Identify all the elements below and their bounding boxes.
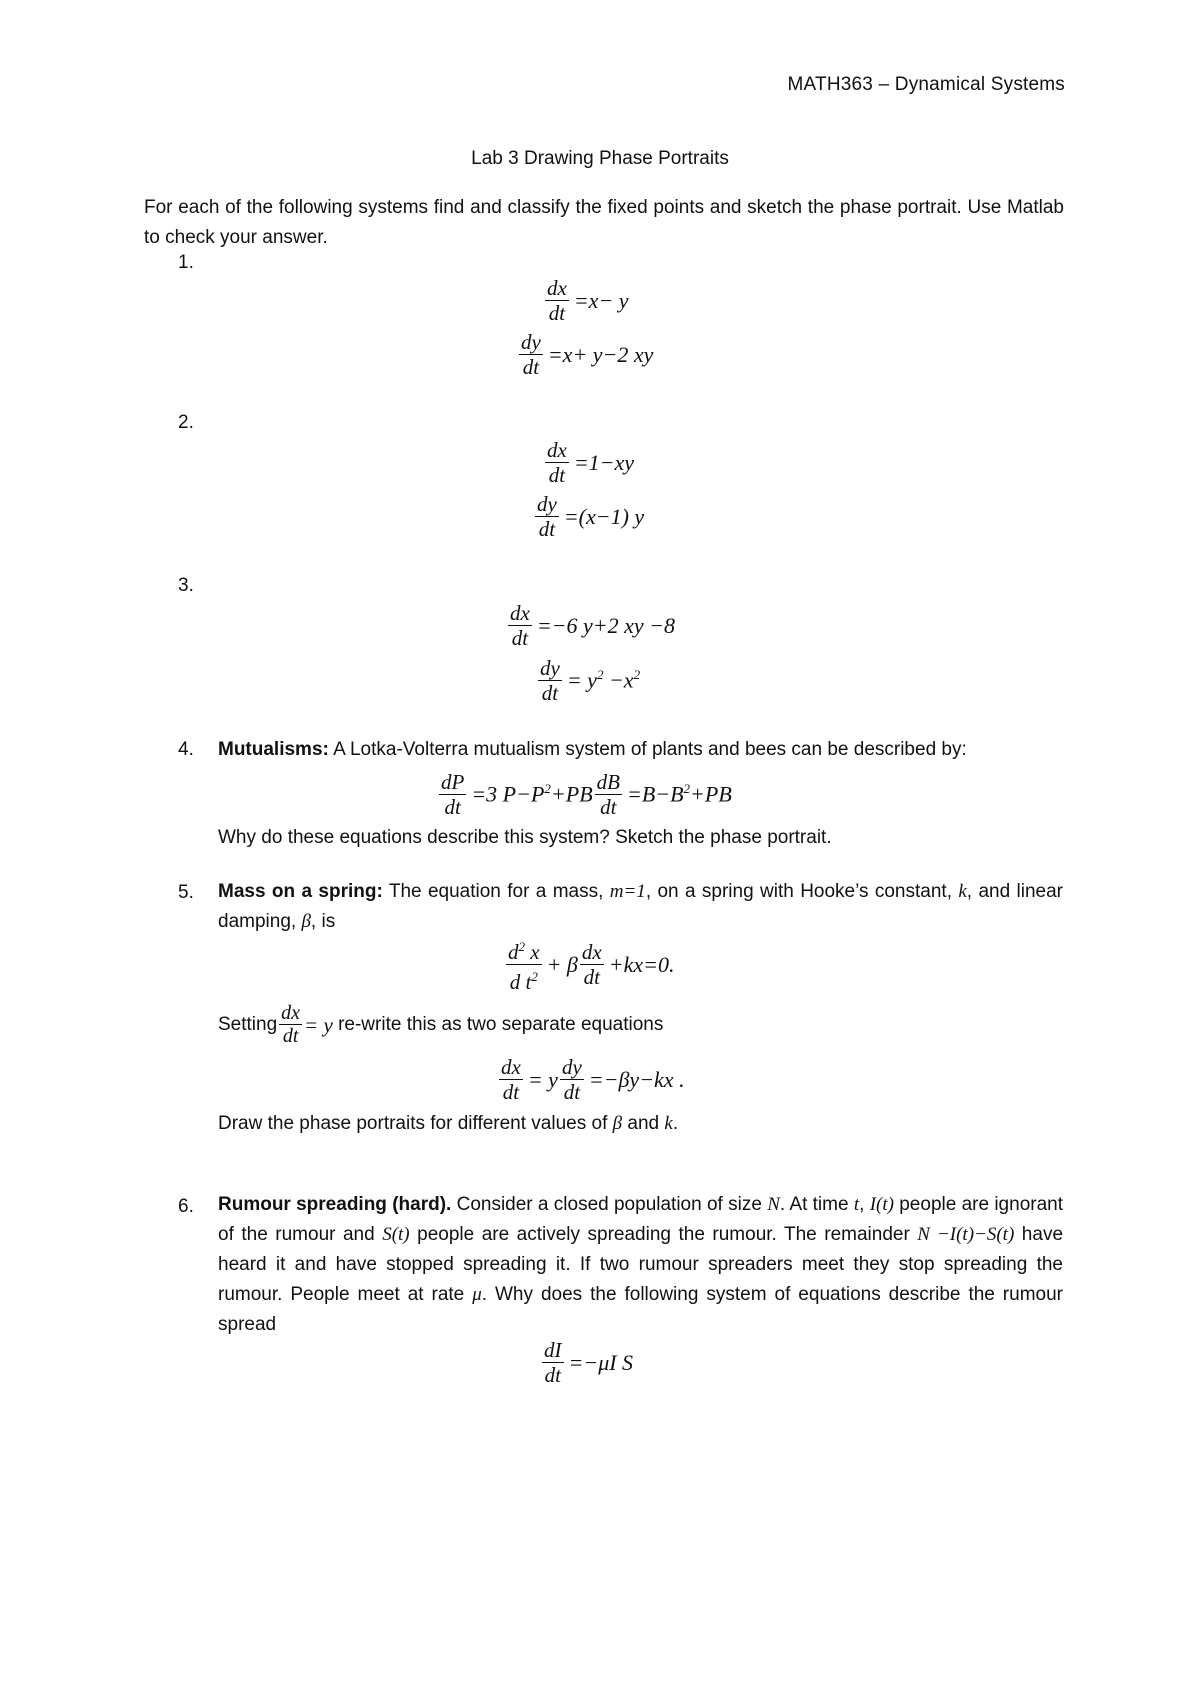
math-inline: β: [612, 1113, 623, 1134]
math-inline: = y: [304, 1012, 333, 1037]
math-inline: k: [664, 1113, 673, 1134]
frac-den: dt: [548, 301, 566, 325]
math-inline: N: [767, 1194, 780, 1215]
text-part: , on a spring with Hooke’s constant,: [645, 881, 959, 902]
text-part: . At time: [779, 1194, 854, 1215]
item-2-number: 2.: [178, 412, 194, 433]
item-5-pair-eq: [497, 1055, 685, 1104]
frac-den: dt: [544, 1363, 561, 1387]
math-inline: I(t): [869, 1194, 894, 1215]
math-inline: m=1: [609, 881, 646, 902]
eq-rhs: =−μI S: [568, 1349, 634, 1375]
eq-part: +PB: [550, 781, 593, 807]
eq-rhs: +kx=0.: [608, 951, 675, 977]
frac-num: dx: [547, 276, 567, 300]
frac-num: dx: [581, 940, 602, 964]
eq-rhs: =x+ y−2 xy: [547, 341, 654, 367]
frac-num: dP: [441, 770, 465, 794]
math-inline: t: [853, 1194, 860, 1215]
eq-rhs: =(x−1) y: [563, 503, 645, 529]
frac-den: dt: [538, 517, 556, 541]
text-part: Setting: [218, 1013, 278, 1035]
text-part: ,: [859, 1194, 870, 1215]
eq-sup: 2: [633, 667, 641, 683]
math-inline: N −I(t)−S(t): [917, 1224, 1015, 1245]
item-4-eq: [437, 770, 732, 819]
frac-den: dt: [541, 681, 559, 705]
eq-part: = y: [566, 667, 597, 693]
frac-den: dt: [583, 965, 600, 989]
text-part: The equation for a mass,: [382, 881, 610, 902]
eq-part: x: [525, 940, 540, 964]
text-part: and: [622, 1113, 665, 1134]
item-3-eq-1: [506, 601, 675, 650]
item-4-body: A Lotka-Volterra mutualism system of plants and bees can be described by:: [328, 739, 967, 760]
item-1-eq-1: [543, 276, 629, 325]
math-inline: k: [958, 881, 967, 902]
text-part: . Why does the following system of equations describe the rumour spread: [218, 1284, 1063, 1335]
frac-num: dB: [596, 770, 620, 794]
item-4-followup: Why do these equations describe this system? Sketch the phase portrait.: [218, 827, 832, 848]
eq-rhs: [567, 667, 640, 693]
item-4-heading: Mutualisms:: [218, 739, 329, 760]
math-inline: S(t): [382, 1224, 410, 1245]
eq-sup: 2: [544, 781, 551, 797]
item-1-eq-2: [517, 330, 653, 379]
text-part: people are actively spreading the rumour. The remainder: [409, 1224, 918, 1245]
eq-rhs: [471, 781, 592, 807]
item-5-number: 5.: [178, 882, 194, 903]
item-6-text: [218, 1190, 1063, 1340]
item-2-eq-1: [543, 438, 634, 487]
item-6-heading: Rumour spreading (hard).: [218, 1194, 452, 1215]
text-part: , and linear damping,: [218, 881, 1063, 932]
item-6-number: 6.: [178, 1196, 194, 1217]
frac-num: dx: [501, 1055, 521, 1079]
text-part: Draw the phase portraits for different values of: [218, 1113, 613, 1134]
eq-rhs: [627, 781, 732, 807]
frac-num: dy: [521, 330, 541, 354]
item-5-draw: [218, 1109, 1063, 1139]
eq-part: d: [508, 940, 519, 964]
item-4-text: [218, 735, 1063, 765]
frac-den: dt: [522, 355, 540, 379]
text-part: re-write this as two separate equations: [332, 1013, 664, 1035]
eq-part: −x: [603, 667, 634, 693]
frac-den: dt: [600, 795, 617, 819]
frac-den: [508, 965, 540, 994]
course-header: MATH363 – Dynamical Systems: [787, 74, 1065, 95]
eq-rhs: =−βy−kx .: [588, 1066, 685, 1092]
item-5-setting: [218, 1002, 1063, 1047]
eq-sup: 2: [531, 969, 538, 984]
intro-paragraph: For each of the following systems find and classify the fixed points and sketch the phase portrait. Use Matlab to check your answer.: [144, 197, 1064, 248]
text-part: , is: [310, 911, 336, 932]
frac-num: dy: [561, 1055, 582, 1079]
frac-num: dx: [547, 438, 567, 462]
eq-sup: 2: [596, 667, 604, 683]
item-1-number: 1.: [178, 252, 194, 273]
frac-num: [506, 935, 542, 965]
item-2-eq-2: [533, 492, 644, 541]
text-part: people are ignorant of the rumour and: [218, 1194, 1063, 1245]
eq-part: =B−B: [626, 781, 684, 807]
item-4-number: 4.: [178, 739, 194, 760]
math-inline: μ: [472, 1284, 482, 1305]
item-3-eq-2: [536, 656, 640, 705]
eq-part: = y: [527, 1066, 558, 1092]
eq-rhs: =x− y: [573, 287, 629, 313]
frac-den: dt: [548, 463, 566, 487]
frac-num: dx: [510, 601, 530, 625]
eq-part: + β: [546, 951, 578, 977]
frac-num: dy: [540, 656, 560, 680]
frac-num: dx: [281, 1002, 301, 1024]
frac-num: dy: [537, 492, 557, 516]
eq-sup: 2: [683, 781, 691, 797]
eq-part: +PB: [690, 781, 732, 807]
page-title: Lab 3 Drawing Phase Portraits: [471, 148, 729, 169]
frac-den: dt: [563, 1080, 581, 1104]
frac-den: dt: [444, 795, 461, 819]
frac-den: dt: [502, 1080, 520, 1104]
item-3-number: 3.: [178, 575, 194, 596]
eq-rhs: =−6 y+2 xy −8: [536, 612, 676, 638]
eq-part: =3 P−P: [471, 781, 545, 807]
item-6-eq: [540, 1338, 633, 1387]
text-part: have heard it and have stopped spreading it. If two rumour spreaders meet they stop spreading the rumour. People meet at rate: [218, 1224, 1064, 1305]
math-inline: β: [301, 911, 311, 932]
text-part: Consider a closed population of size: [451, 1194, 768, 1215]
text-part: .: [672, 1113, 679, 1134]
item-5-main-eq: [504, 935, 674, 994]
eq-sup: 2: [518, 939, 525, 954]
frac-num: dI: [544, 1338, 562, 1362]
frac-den: dt: [282, 1025, 299, 1047]
frac-den: dt: [511, 626, 529, 650]
eq-part: d t: [509, 970, 532, 994]
eq-rhs: =1−xy: [573, 449, 635, 475]
item-5-text: [218, 877, 1063, 937]
item-5-heading: Mass on a spring:: [218, 881, 383, 902]
